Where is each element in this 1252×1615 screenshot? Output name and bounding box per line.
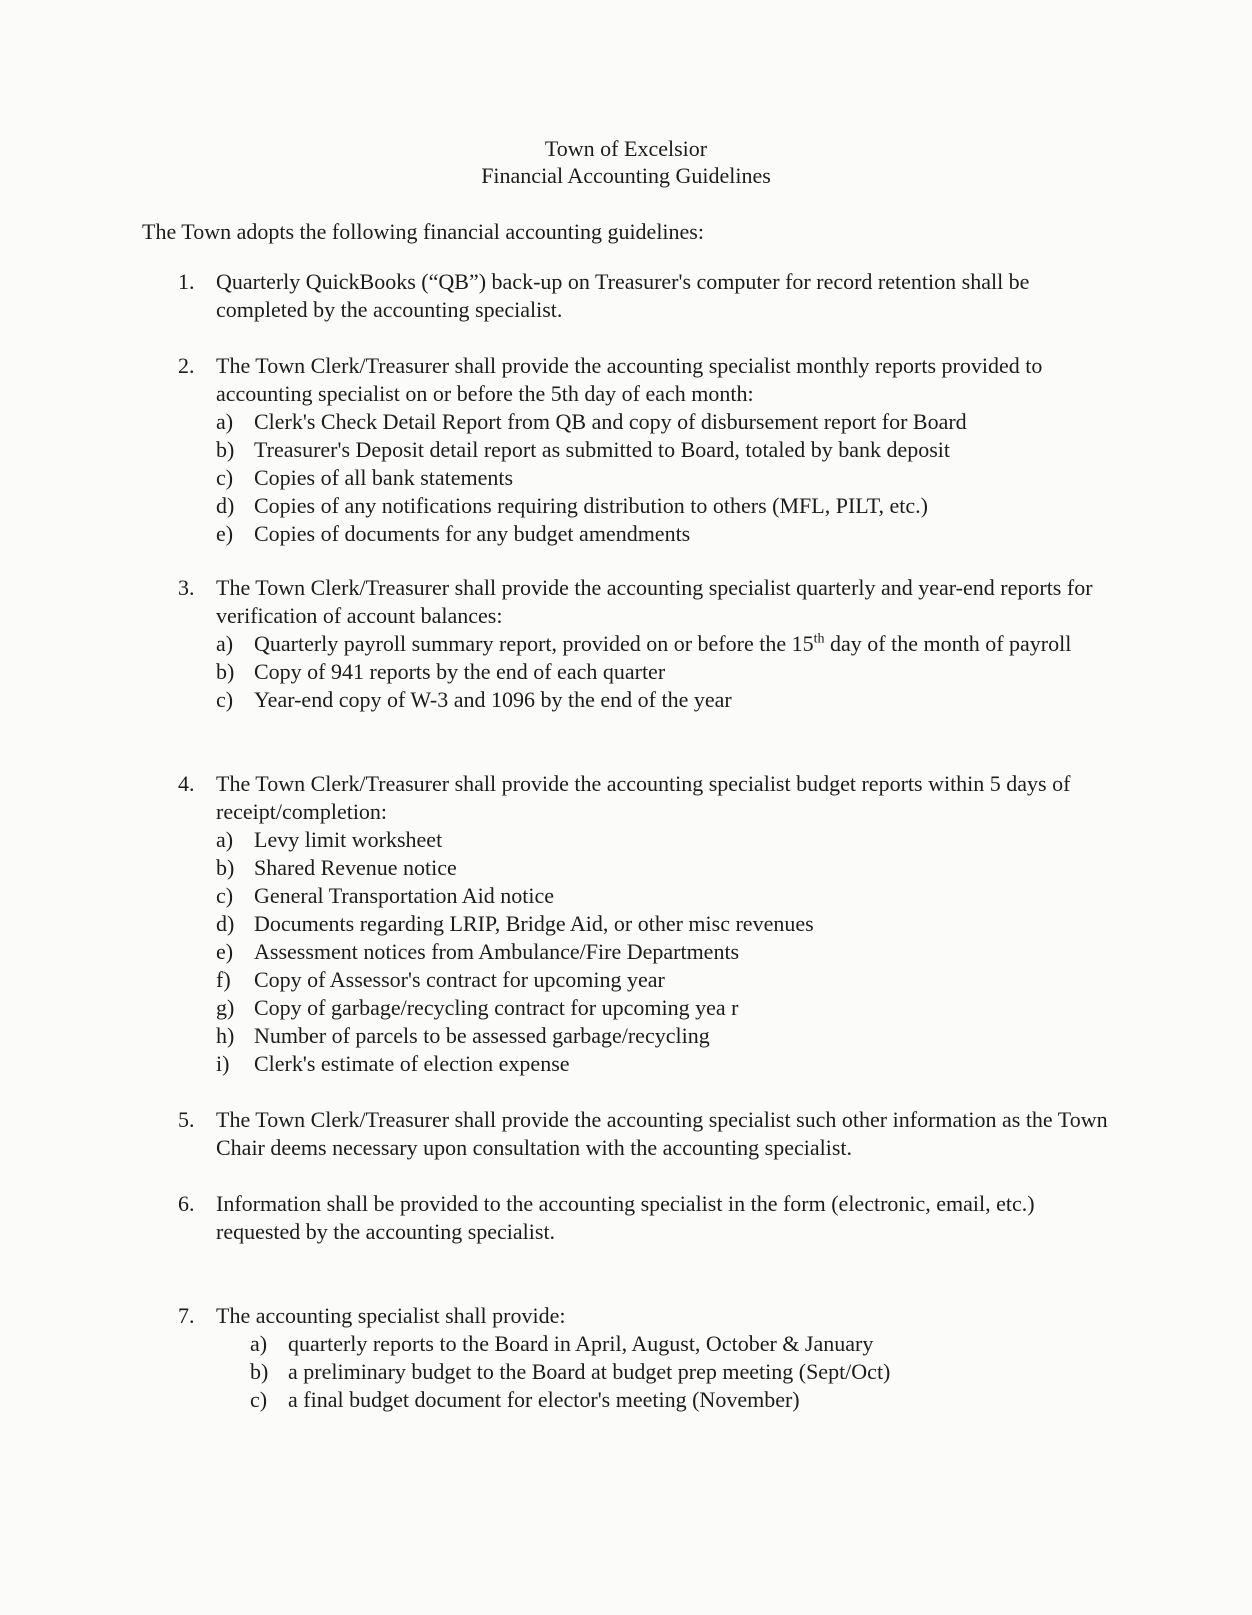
item-text: The Town Clerk/Treasurer shall provide the accounting specialist monthly reports provided to accounting specialist on or before the 5th day of each month: xyxy=(216,353,1043,406)
guideline-item-6 xyxy=(178,1190,1118,1246)
sub-item xyxy=(250,1330,1118,1358)
sub-item xyxy=(216,630,1118,658)
sub-item-letter: c) xyxy=(216,465,234,490)
item-text: The Town Clerk/Treasurer shall provide the accounting specialist budget reports within 5 days of receipt/completion: xyxy=(216,771,1071,824)
item-number: 3. xyxy=(178,575,195,600)
guideline-item-7 xyxy=(178,1302,1118,1414)
sub-item-text: Copy of garbage/recycling contract for upcoming yea r xyxy=(254,995,739,1020)
sub-item-text: a final budget document for elector's meeting (November) xyxy=(288,1387,800,1412)
sub-item-text: Levy limit worksheet xyxy=(254,827,443,852)
sub-item-letter: d) xyxy=(216,911,235,936)
sub-item-text: Copy of 941 reports by the end of each quarter xyxy=(254,659,666,684)
intro-paragraph: The Town adopts the following financial accounting guidelines: xyxy=(142,219,704,244)
sub-item-letter: d) xyxy=(216,493,235,518)
sub-item-letter: f) xyxy=(216,967,231,992)
sub-item xyxy=(216,1050,1118,1078)
sub-item xyxy=(216,826,1118,854)
sub-item-letter: c) xyxy=(216,883,234,908)
sub-item-letter: a) xyxy=(216,631,234,656)
sub-item-text: Year-end copy of W-3 and 1096 by the end of the year xyxy=(254,687,732,712)
sub-item-text: Assessment notices from Ambulance/Fire Departments xyxy=(254,939,740,964)
guideline-item-2 xyxy=(178,352,1118,548)
sub-item-letter: e) xyxy=(216,939,234,964)
item-number: 2. xyxy=(178,353,195,378)
sub-item-text: Shared Revenue notice xyxy=(254,855,457,880)
sub-item-letter: a) xyxy=(216,827,234,852)
sub-item xyxy=(216,994,1118,1022)
sub-item-text-post: day of the month of payroll xyxy=(824,631,1072,656)
sub-item xyxy=(216,408,1118,436)
guideline-item-3 xyxy=(178,574,1118,714)
sub-item-text-pre: Quarterly payroll summary report, provided on or before the 15 xyxy=(254,631,814,656)
sub-item xyxy=(216,464,1118,492)
sub-item-letter: a) xyxy=(250,1331,268,1356)
sub-item-text: Number of parcels to be assessed garbage/recycling xyxy=(254,1023,710,1048)
sub-item-letter: b) xyxy=(250,1359,269,1384)
item-text: The accounting specialist shall provide: xyxy=(216,1303,566,1328)
document-title-town: Town of Excelsior xyxy=(544,136,708,161)
sub-item-letter: h) xyxy=(216,1023,235,1048)
sub-item xyxy=(216,1022,1118,1050)
sub-item xyxy=(216,436,1118,464)
sub-item-text: Copies of documents for any budget amendments xyxy=(254,521,691,546)
sub-item-text: quarterly reports to the Board in April, August, October & January xyxy=(288,1331,874,1356)
ordinal-suffix: th xyxy=(813,631,825,647)
item-number: 6. xyxy=(178,1191,195,1216)
sub-item-letter: b) xyxy=(216,855,235,880)
sub-item-text: Clerk's estimate of election expense xyxy=(254,1051,570,1076)
sub-item-letter: e) xyxy=(216,521,234,546)
sub-item-text: General Transportation Aid notice xyxy=(254,883,555,908)
sub-item-text: Documents regarding LRIP, Bridge Aid, or other misc revenues xyxy=(254,911,814,936)
item-text: Quarterly QuickBooks (“QB”) back-up on Treasurer's computer for record retention shall be completed by the accounting specialist. xyxy=(216,269,1030,322)
sub-item xyxy=(216,882,1118,910)
sub-item-letter: g) xyxy=(216,995,235,1020)
item-number: 5. xyxy=(178,1107,195,1132)
sub-item-text: a preliminary budget to the Board at budget prep meeting (Sept/Oct) xyxy=(288,1359,891,1384)
guideline-item-4 xyxy=(178,770,1118,1078)
sub-item xyxy=(216,910,1118,938)
sub-item xyxy=(216,492,1118,520)
sub-item xyxy=(250,1358,1118,1386)
sub-item xyxy=(216,520,1118,548)
sub-item-text: Copy of Assessor's contract for upcoming year xyxy=(254,967,665,992)
sub-item-text: Copies of any notifications requiring distribution to others (MFL, PILT, etc.) xyxy=(254,493,928,518)
sub-item-text: Clerk's Check Detail Report from QB and copy of disbursement report for Board xyxy=(254,409,967,434)
guideline-item-1 xyxy=(178,268,1118,324)
sub-item xyxy=(216,686,1118,714)
item-text: Information shall be provided to the accounting specialist in the form (electronic, email, etc.) requested by the accounting specialist. xyxy=(216,1191,1035,1244)
document-title-guidelines: Financial Accounting Guidelines xyxy=(481,163,771,188)
sub-item xyxy=(250,1386,1118,1414)
sub-item xyxy=(216,938,1118,966)
sub-item xyxy=(216,966,1118,994)
sub-item xyxy=(216,658,1118,686)
guideline-item-5 xyxy=(178,1106,1118,1162)
sub-item-text: Treasurer's Deposit detail report as submitted to Board, totaled by bank deposit xyxy=(254,437,951,462)
item-text: The Town Clerk/Treasurer shall provide the accounting specialist such other information as the Town Chair deems necessary upon consultation with the accounting specialist. xyxy=(216,1107,1108,1160)
item-number: 7. xyxy=(178,1303,195,1328)
sub-item xyxy=(216,854,1118,882)
item-text: The Town Clerk/Treasurer shall provide the accounting specialist quarterly and year-end reports for verification of account balances: xyxy=(216,575,1093,628)
item-number: 1. xyxy=(178,269,195,294)
sub-item-letter: b) xyxy=(216,659,235,684)
sub-item-letter: c) xyxy=(250,1387,268,1412)
sub-item-letter: b) xyxy=(216,437,235,462)
sub-item-text: Copies of all bank statements xyxy=(254,465,514,490)
sub-item-letter: c) xyxy=(216,687,234,712)
sub-item-letter: i) xyxy=(216,1051,230,1076)
item-number: 4. xyxy=(178,771,195,796)
sub-item-letter: a) xyxy=(216,409,234,434)
